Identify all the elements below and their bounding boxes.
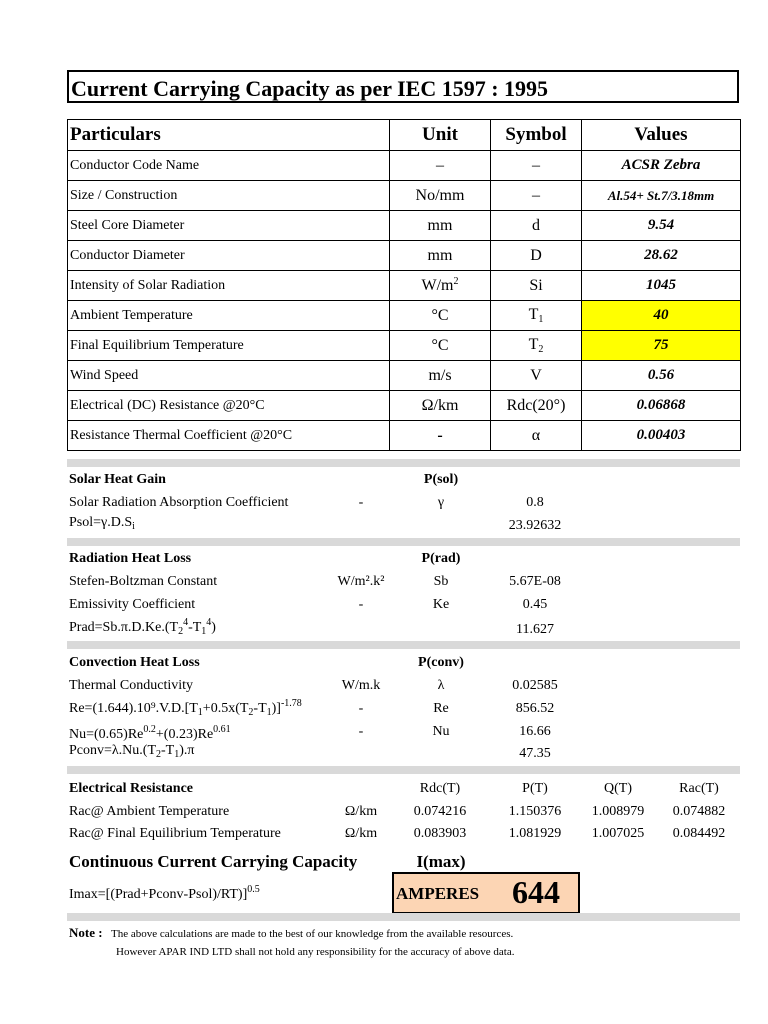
symbol-cell: –	[491, 181, 582, 211]
table-row	[68, 271, 741, 301]
convection-row-value: 856.52	[515, 701, 555, 716]
value-cell: ACSR Zebra	[582, 151, 741, 181]
symbol-cell: α	[491, 421, 582, 451]
capacity-formula: Imax=[(Prad+Pconv-Psol)/RT)]$^{0.5}$	[69, 884, 260, 902]
unit-cell: °C	[390, 331, 491, 361]
header-symbol: Symbol	[491, 120, 582, 151]
particular-cell: Final Equilibrium Temperature	[68, 331, 390, 361]
convection-row-unit: W/m.k	[341, 678, 381, 693]
solar-row-symbol: γ	[437, 495, 445, 510]
radiation-row-symbol: Ke	[432, 597, 450, 612]
unit-cell: –	[390, 151, 491, 181]
unit-cell: m/s	[390, 361, 491, 391]
electrical-row-value: 1.081929	[508, 826, 562, 841]
electrical-row-label: Rac@ Final Equilibrium Temperature	[69, 826, 281, 841]
header-unit: Unit	[390, 120, 491, 151]
solar-row-value: 0.8	[526, 495, 544, 510]
convection-row-symbol: λ	[437, 678, 445, 693]
solar-formula: $Psol=\gamma.D.S_i$	[69, 515, 135, 532]
radiation-heading: Radiation Heat Loss	[69, 551, 192, 566]
symbol-cell: d	[491, 211, 582, 241]
radiation-row-unit: -	[358, 597, 364, 612]
unit-cell: Ω/km	[390, 391, 491, 421]
particular-cell: Electrical (DC) Resistance @20°C	[68, 391, 390, 421]
electrical-row-value: 0.074216	[413, 804, 467, 819]
convection-formula-re: $Re=(1.644).10^9.V.D.[T_1+0.5x(T_2-T_1)]^{-1.78}$	[69, 698, 302, 718]
table-row	[68, 391, 741, 421]
unit-cell: $W/m^2$	[390, 271, 491, 301]
symbol-cell: $T_1$	[491, 301, 582, 331]
radiation-symbol-head: P(rad)	[421, 551, 461, 566]
solar-heading: Solar Heat Gain	[69, 472, 166, 487]
particular-cell: Steel Core Diameter	[68, 211, 390, 241]
symbol-cell: V	[491, 361, 582, 391]
particular-cell: Conductor Diameter	[68, 241, 390, 271]
capacity-heading: Continuous Current Carrying Capacity	[69, 852, 358, 871]
convection-row-symbol: Re	[433, 701, 449, 716]
capacity-result-box	[392, 872, 580, 914]
value-cell: 9.54	[582, 211, 741, 241]
convection-row-unit: -	[358, 724, 364, 739]
value-cell: 28.62	[582, 241, 741, 271]
symbol-cell: Rdc(20°)	[491, 391, 582, 421]
parameters-table	[67, 119, 741, 451]
convection-symbol-head: P(conv)	[418, 655, 464, 670]
value-cell: 0.00403	[582, 421, 741, 451]
electrical-col-head: Rac(T)	[679, 781, 719, 796]
note-label: Note :	[69, 925, 103, 940]
section-divider	[67, 538, 740, 546]
unit-cell: No/mm	[390, 181, 491, 211]
electrical-col-head: P(T)	[522, 781, 548, 796]
radiation-row-value: 0.45	[522, 597, 548, 612]
convection-row-value: 16.66	[519, 724, 551, 739]
solar-row-label: Solar Radiation Absorption Coefficient	[69, 495, 289, 510]
particular-cell: Conductor Code Name	[68, 151, 390, 181]
table-row	[68, 211, 741, 241]
value-cell: 0.56	[582, 361, 741, 391]
table-row	[68, 181, 741, 211]
value-cell-highlighted: 40	[582, 301, 741, 331]
electrical-row-value: 0.083903	[413, 826, 467, 841]
electrical-row-value: 0.074882	[672, 804, 726, 819]
capacity-symbol-head: I(max)	[416, 852, 466, 871]
capacity-unit-label: AMPERES	[396, 884, 480, 903]
electrical-row-value: 1.150376	[508, 804, 562, 819]
electrical-row-label: Rac@ Ambient Temperature	[69, 804, 230, 819]
particular-cell: Ambient Temperature	[68, 301, 390, 331]
unit-cell: mm	[390, 211, 491, 241]
radiation-row-label: Emissivity Coefficient	[69, 597, 196, 612]
table-header-row	[68, 120, 741, 151]
convection-heading: Convection Heat Loss	[69, 655, 200, 670]
table-row	[68, 361, 741, 391]
particular-cell: Wind Speed	[68, 361, 390, 391]
section-divider	[67, 766, 740, 774]
convection-formula-nu: $Nu=(0.65)Re^{0.2}+(0.23)Re^{0.61}$	[69, 724, 231, 742]
capacity-value: 644	[512, 874, 560, 910]
unit-cell: mm	[390, 241, 491, 271]
particular-cell: Resistance Thermal Coefficient @20°C	[68, 421, 390, 451]
value-cell: 0.06868	[582, 391, 741, 421]
table-row	[68, 241, 741, 271]
page-title: Current Carrying Capacity as per IEC 1597 : 1995	[71, 76, 549, 101]
unit-cell: -	[390, 421, 491, 451]
section-divider	[67, 641, 740, 649]
particular-cell: Size / Construction	[68, 181, 390, 211]
electrical-col-head: Rdc(T)	[419, 781, 461, 796]
electrical-row-value: 1.008979	[591, 804, 645, 819]
symbol-cell: $T_2$	[491, 331, 582, 361]
convection-formula-value: 47.35	[519, 746, 551, 761]
section-divider	[67, 913, 740, 921]
note-line: The above calculations are made to the best of our knowledge from the available resources.	[111, 928, 514, 940]
solar-row-unit: -	[358, 495, 364, 510]
convection-row-value: 0.02585	[512, 678, 558, 693]
value-cell: Al.54+ St.7/3.18mm	[582, 181, 741, 211]
electrical-heading: Electrical Resistance	[69, 781, 194, 796]
value-cell: 1045	[582, 271, 741, 301]
convection-row-label: Thermal Conductivity	[69, 678, 194, 693]
title-box	[67, 70, 739, 103]
radiation-formula: $Prad=Sb.\pi.D.Ke.(T_2^4-T_1^4)$	[69, 617, 216, 637]
header-particulars: Particulars	[68, 120, 390, 151]
radiation-row-value: 5.67E-08	[509, 574, 561, 589]
note-line: However APAR IND LTD shall not hold any responsibility for the accuracy of above data.	[116, 946, 515, 958]
solar-symbol-head: P(sol)	[423, 472, 459, 487]
electrical-col-head: Q(T)	[604, 781, 632, 796]
radiation-formula-value: 11.627	[516, 622, 554, 637]
unit-cell: °C	[390, 301, 491, 331]
particular-cell: Intensity of Solar Radiation	[68, 271, 390, 301]
symbol-cell: –	[491, 151, 582, 181]
table-row	[68, 301, 741, 331]
electrical-row-value: 0.084492	[672, 826, 726, 841]
electrical-row-unit: Ω/km	[344, 804, 378, 819]
electrical-row-unit: Ω/km	[344, 826, 378, 841]
section-divider	[67, 459, 740, 467]
symbol-cell: Si	[491, 271, 582, 301]
radiation-row-label: Stefen-Boltzman Constant	[69, 574, 218, 589]
radiation-row-symbol: Sb	[433, 574, 449, 589]
convection-row-symbol: Nu	[432, 724, 450, 739]
electrical-row-value: 1.007025	[591, 826, 645, 841]
radiation-row-unit: W/m².k²	[337, 574, 385, 589]
convection-formula-pconv: $Pconv=\lambda.Nu.(T_2-T_1).\pi$	[69, 743, 195, 760]
symbol-cell: D	[491, 241, 582, 271]
table-row	[68, 331, 741, 361]
value-cell-highlighted: 75	[582, 331, 741, 361]
table-row	[68, 151, 741, 181]
solar-formula-value: 23.92632	[508, 518, 562, 533]
header-values: Values	[582, 120, 741, 151]
convection-row-unit: -	[358, 701, 364, 716]
table-row	[68, 421, 741, 451]
